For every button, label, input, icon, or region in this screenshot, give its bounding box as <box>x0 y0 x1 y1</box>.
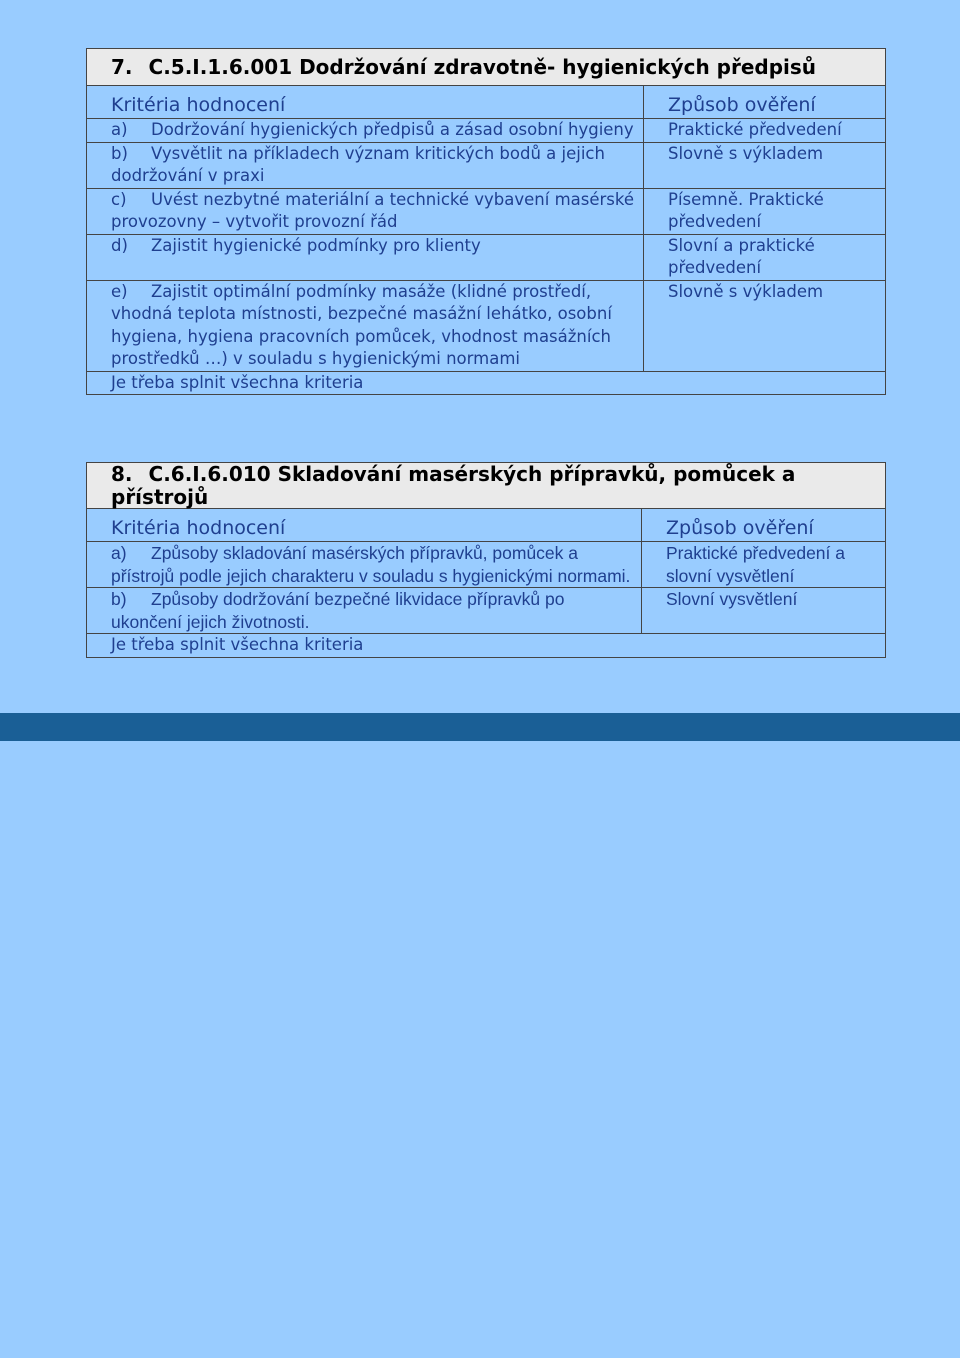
table-row <box>87 542 886 588</box>
section-number: 7. <box>111 54 133 79</box>
section-title <box>87 49 886 86</box>
table-row <box>87 234 886 280</box>
criteria-cell <box>87 142 644 188</box>
header-method: Způsob ověření <box>644 86 886 119</box>
method-cell: Slovní vysvětlení <box>642 588 886 634</box>
section-title-row <box>87 463 886 509</box>
criteria-table-7 <box>86 48 886 395</box>
section-8 <box>86 462 885 658</box>
criteria-text: Zajistit hygienické podmínky pro klienty <box>151 235 481 255</box>
decorative-band <box>0 713 960 741</box>
footer-note: Je třeba splnit všechna kriteria <box>87 634 886 658</box>
table-row <box>87 588 886 634</box>
row-label: b) <box>111 143 128 163</box>
criteria-text: Zajistit optimální podmínky masáže (klidné prostředí, vhodná teplota místnosti, bezpečné masážní lehátko, osobní hygiena, hygiena pracovních pomůcek, vhodnost masážních prostředků …) v souladu s hygienickými normami <box>111 281 612 368</box>
section-title-text: C.5.I.1.6.001 Dodržování zdravotně- hygienických předpisů <box>148 54 817 79</box>
method-cell: Praktické předvedení <box>644 119 886 143</box>
method-cell: Praktické předvedení a slovní vysvětlení <box>642 542 886 588</box>
table-row <box>87 142 886 188</box>
method-cell: Slovní a praktické předvedení <box>644 234 886 280</box>
section-title <box>87 463 886 509</box>
criteria-table-8 <box>86 462 886 658</box>
table-header-row <box>87 509 886 542</box>
row-label: d) <box>111 235 128 255</box>
section-title-row <box>87 49 886 86</box>
method-cell: Slovně s výkladem <box>644 280 886 371</box>
table-row <box>87 119 886 143</box>
criteria-cell <box>87 119 644 143</box>
table-footer-row <box>87 634 886 658</box>
section-7 <box>86 48 885 395</box>
criteria-cell <box>87 280 644 371</box>
row-label: c) <box>111 189 127 209</box>
criteria-text: Vysvětlit na příkladech význam kritických bodů a jejich dodržování v praxi <box>111 143 605 185</box>
table-row <box>87 188 886 234</box>
section-title-text: C.6.I.6.010 Skladování masérských přípravků, pomůcek a přístrojů <box>111 462 796 509</box>
criteria-cell <box>87 234 644 280</box>
header-criteria: Kritéria hodnocení <box>87 86 644 119</box>
footer-note: Je třeba splnit všechna kriteria <box>87 371 886 395</box>
method-cell: Slovně s výkladem <box>644 142 886 188</box>
row-label: a) <box>111 120 128 139</box>
criteria-cell <box>87 588 642 634</box>
criteria-text: Způsoby dodržování bezpečné likvidace přípravků po ukončení jejich životnosti. <box>111 589 565 632</box>
section-number: 8. <box>111 462 133 486</box>
method-cell: Písemně. Praktické předvedení <box>644 188 886 234</box>
table-header-row <box>87 86 886 119</box>
criteria-cell <box>87 542 642 588</box>
row-label: e) <box>111 281 128 301</box>
header-method: Způsob ověření <box>642 509 886 542</box>
row-label: a) <box>111 543 127 563</box>
criteria-cell <box>87 188 644 234</box>
table-row <box>87 280 886 371</box>
criteria-text: Uvést nezbytné materiální a technické vybavení masérské provozovny – vytvořit provozní řád <box>111 189 635 231</box>
header-criteria: Kritéria hodnocení <box>87 509 642 542</box>
row-label: b) <box>111 589 127 609</box>
table-footer-row <box>87 371 886 395</box>
criteria-text: Způsoby skladování masérských přípravků, pomůcek a přístrojů podle jejich charakteru v souladu s hygienickými normami. <box>111 543 631 586</box>
criteria-text: Dodržování hygienických předpisů a zásad osobní hygieny <box>151 120 634 139</box>
